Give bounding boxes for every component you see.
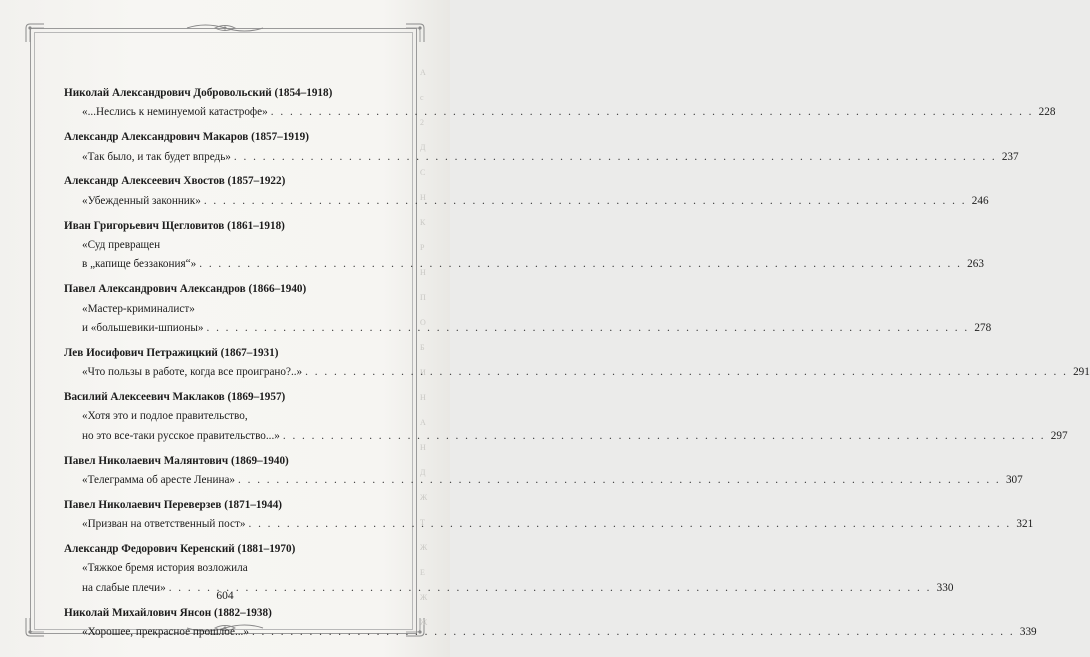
toc-title: «Тяжкое бремя история возложила [82, 562, 248, 575]
toc-title: «Так было, и так будет впредь» [82, 150, 231, 163]
toc-title-line [64, 623, 1037, 642]
toc-entry [64, 217, 984, 275]
toc-title: «Убежденный законник» [82, 194, 201, 207]
toc-title-line [64, 407, 387, 426]
dot-leader [238, 471, 1001, 490]
toc-title: «Призван на ответственный пост» [82, 518, 246, 531]
toc-title-line [64, 363, 1090, 382]
toc-author: Николай Михайлович Янсон (1882–1938) [64, 606, 272, 619]
toc-page-number: 246 [971, 194, 989, 207]
toc-page-number: 228 [1038, 106, 1056, 119]
toc-author: Александр Александрович Макаров (1857–1919) [64, 131, 309, 144]
corner-ornament-icon [404, 22, 426, 44]
toc-author: Павел Александрович Александров (1866–1940) [64, 283, 307, 296]
dot-leader [305, 363, 1068, 382]
toc-author: Николай Александрович Добровольский (1854–1918) [64, 87, 333, 99]
toc-entry [64, 604, 1037, 643]
toc-author: Василий Алексеевич Маклаков (1869–1957) [64, 391, 286, 404]
toc-author: Павел Николаевич Малянтович (1869–1940) [64, 454, 289, 467]
toc-page-number: 297 [1050, 429, 1068, 442]
toc-title: «Что пользы в работе, когда все проиграно?..» [82, 366, 303, 379]
page-number: 604 [216, 590, 234, 602]
toc-title: «Мастер-криминалист» [82, 302, 195, 315]
toc-entry [64, 496, 1034, 535]
dot-leader [283, 427, 1046, 446]
toc-title-line [64, 559, 387, 578]
dot-leader [204, 192, 967, 211]
dot-leader [248, 515, 1011, 534]
top-ornament-icon [185, 22, 265, 34]
toc-title: в „капище беззакония“» [82, 258, 197, 271]
toc-author: Павел Николаевич Переверзев (1871–1944) [64, 498, 283, 511]
corner-ornament-icon [24, 616, 46, 638]
toc-entry [64, 172, 989, 211]
toc-title: «Хотя это и подлое правительство, [82, 410, 248, 423]
dot-leader [199, 255, 962, 274]
toc-title-line [64, 192, 989, 211]
toc-entry [64, 452, 1023, 491]
toc-author: Лев Иосифович Петражицкий (1867–1931) [64, 346, 279, 359]
toc-title: и «большевики-шпионы» [82, 322, 204, 335]
toc-author: Александр Федорович Керенский (1881–1970) [64, 543, 296, 556]
bleed-through-text: А с 2 Д С Н К Р Н П О Б И Н А Н Д Ж Т Ж Е Ж Ж [420, 68, 428, 627]
toc-page-number: 330 [936, 581, 954, 594]
toc-entry [64, 388, 1068, 446]
toc-page-number: 307 [1005, 474, 1023, 487]
toc-title: на слабые плечи» [82, 581, 166, 594]
toc-page-number: 278 [974, 322, 992, 335]
toc-title-line [64, 103, 1056, 122]
toc-author: Иван Григорьевич Щегловитов (1861–1918) [64, 219, 285, 232]
toc-entry [64, 128, 1019, 167]
toc-entry [64, 280, 992, 338]
toc-title: «Суд превращен [82, 239, 161, 252]
toc-title-line [64, 515, 1034, 534]
toc-title-line [64, 236, 387, 255]
toc-title-line [64, 319, 992, 338]
corner-ornament-icon [24, 22, 46, 44]
toc-title-line [64, 148, 1019, 167]
toc-page-number: 291 [1073, 366, 1090, 379]
dot-leader [271, 103, 1034, 122]
toc-title-line [64, 300, 387, 319]
toc-title-line [64, 255, 984, 274]
toc-page-number: 339 [1019, 626, 1037, 639]
toc-entry [64, 84, 1056, 123]
toc-title-line [64, 427, 1068, 446]
dot-leader [206, 319, 969, 338]
toc-title-line [64, 471, 1023, 490]
toc-page-number: 237 [1001, 150, 1019, 163]
dot-leader [252, 623, 1015, 642]
toc-title: «Телеграмма об аресте Ленина» [82, 474, 236, 487]
toc-page-number: 263 [967, 258, 984, 271]
toc-title: но это все-таки русское правительство...» [82, 429, 280, 442]
toc-page-number: 321 [1016, 518, 1034, 531]
toc-entry [64, 344, 1090, 383]
toc-title: «...Неслись к неминуемой катастрофе» [82, 106, 268, 119]
toc-title: «Хорошее, прекрасное прошлое...» [82, 626, 249, 639]
dot-leader [234, 148, 997, 167]
toc-author: Александр Алексеевич Хвостов (1857–1922) [64, 175, 286, 188]
